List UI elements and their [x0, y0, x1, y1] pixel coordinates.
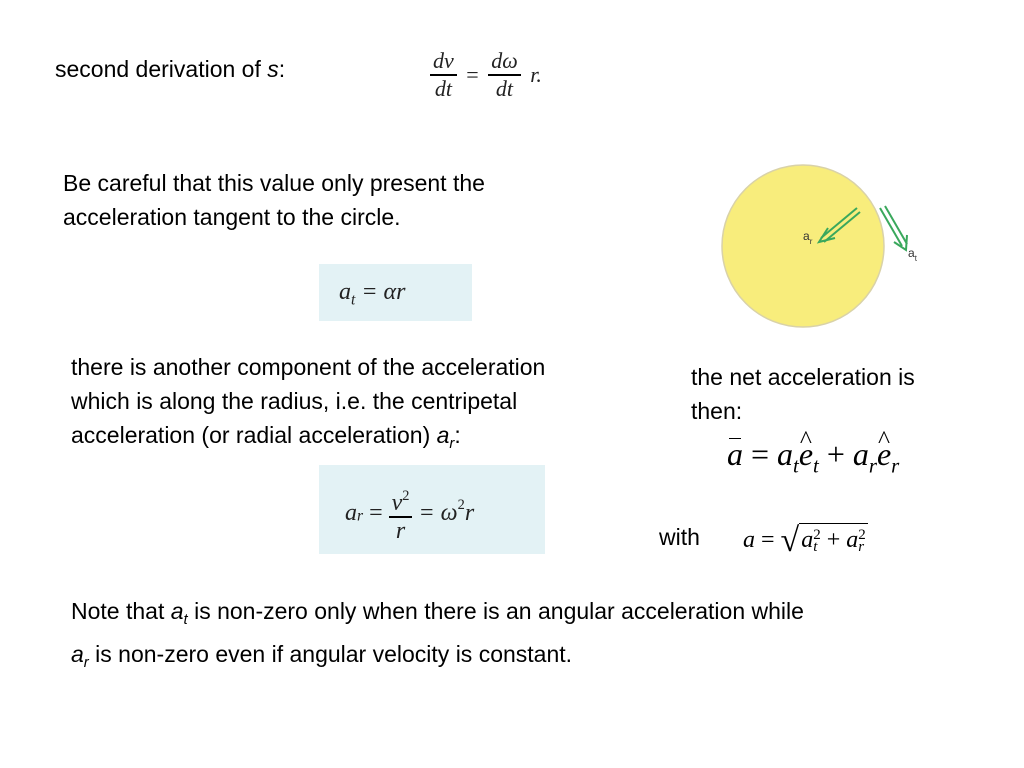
heading-colon: : — [278, 56, 286, 82]
at-sub: t — [813, 539, 818, 556]
equation-magnitude — [743, 520, 868, 561]
ar-sub: r — [858, 539, 865, 556]
component-line-text: acceleration (or radial acceleration) — [71, 422, 437, 448]
at-lhs-sub: t — [351, 291, 356, 309]
component-line: there is another component of the acceleration — [71, 354, 546, 380]
at-rhs: = αr — [361, 279, 406, 305]
net-line: the net acceleration is — [691, 364, 915, 390]
frac-den: r — [395, 518, 406, 545]
note-var: a — [71, 641, 84, 668]
ar-equation-content — [345, 483, 474, 544]
equals-sign: = — [466, 62, 479, 87]
component-var: a — [436, 422, 450, 448]
careful-line: acceleration tangent to the circle. — [63, 204, 401, 230]
radicand — [799, 523, 868, 556]
ar-var: a — [852, 436, 869, 472]
note-var-sub: r — [83, 654, 89, 672]
frac-v2-r — [389, 483, 413, 544]
sqrt-icon: √ — [780, 522, 800, 559]
note-line — [71, 637, 804, 680]
ar-lhs: a — [345, 500, 357, 527]
omega-term: = ω — [418, 500, 458, 527]
note-paragraph — [71, 594, 804, 680]
note-text: Note that — [71, 598, 171, 624]
component-var-sub: r — [449, 435, 455, 453]
ar-sub: r — [868, 454, 877, 478]
label-ar: $a_r$ — [803, 229, 813, 246]
heading-var: s — [267, 56, 279, 82]
eq-tail: r. — [530, 62, 542, 87]
a-vector: a — [727, 432, 743, 476]
component-line — [71, 418, 545, 461]
with-label: with — [659, 524, 700, 550]
a-mag: a — [743, 527, 755, 553]
circle — [722, 165, 884, 327]
frac-den: dt — [434, 76, 452, 101]
component-colon: : — [454, 422, 461, 448]
note-line — [71, 594, 804, 637]
frac-dv-dt — [430, 48, 457, 102]
equation-dv-dt — [430, 48, 542, 102]
num-sup: 2 — [402, 488, 410, 504]
careful-paragraph — [63, 166, 485, 234]
frac-num: dv — [430, 48, 457, 76]
ar-scripts — [858, 527, 866, 556]
er-sub: r — [891, 454, 900, 478]
ar-var: a — [846, 527, 859, 553]
at-var: a — [801, 527, 814, 553]
equation-ar-box — [319, 465, 545, 554]
equals-sign: = — [369, 500, 383, 527]
frac-domega-dt — [488, 48, 521, 102]
et-sub: t — [813, 454, 819, 478]
plus-sign: + — [826, 436, 845, 472]
at-var: a — [777, 436, 794, 472]
omega-sup: 2 — [457, 496, 465, 513]
equals-sign: = — [751, 436, 770, 472]
e-hat-r: ^ e — [877, 432, 891, 476]
heading — [55, 52, 285, 86]
note-text: is non-zero even if angular velocity is constant. — [88, 641, 573, 668]
component-line: which is along the radius, i.e. the centripetal — [71, 388, 518, 414]
frac-num — [389, 483, 413, 518]
ar-sup: 2 — [858, 527, 866, 544]
note-var-sub: t — [183, 611, 188, 629]
net-line: then: — [691, 398, 743, 424]
component-paragraph — [71, 350, 545, 461]
e-hat-t: ^ e — [799, 432, 813, 476]
note-text: is non-zero only when there is an angular acceleration while — [187, 598, 804, 624]
ar-tail: r — [464, 500, 475, 527]
equals-sign: = — [761, 527, 775, 553]
ar-lhs-sub: r — [357, 507, 364, 525]
equation-at-box — [319, 264, 472, 321]
num-v: v — [391, 490, 403, 517]
frac-den: dt — [495, 76, 514, 101]
plus-sign: + — [826, 527, 841, 553]
at-scripts — [813, 527, 821, 556]
label-at: $a_t$ — [908, 246, 917, 263]
equation-net — [727, 432, 899, 488]
heading-text: second derivation of — [55, 56, 268, 82]
at-sub: t — [793, 454, 799, 478]
at-lhs: a — [339, 279, 351, 305]
careful-line: Be careful that this value only present the — [63, 170, 485, 196]
circle-diagram — [715, 160, 945, 335]
frac-num: dω — [488, 48, 521, 76]
at-sup: 2 — [813, 527, 821, 544]
note-var: a — [170, 598, 184, 624]
